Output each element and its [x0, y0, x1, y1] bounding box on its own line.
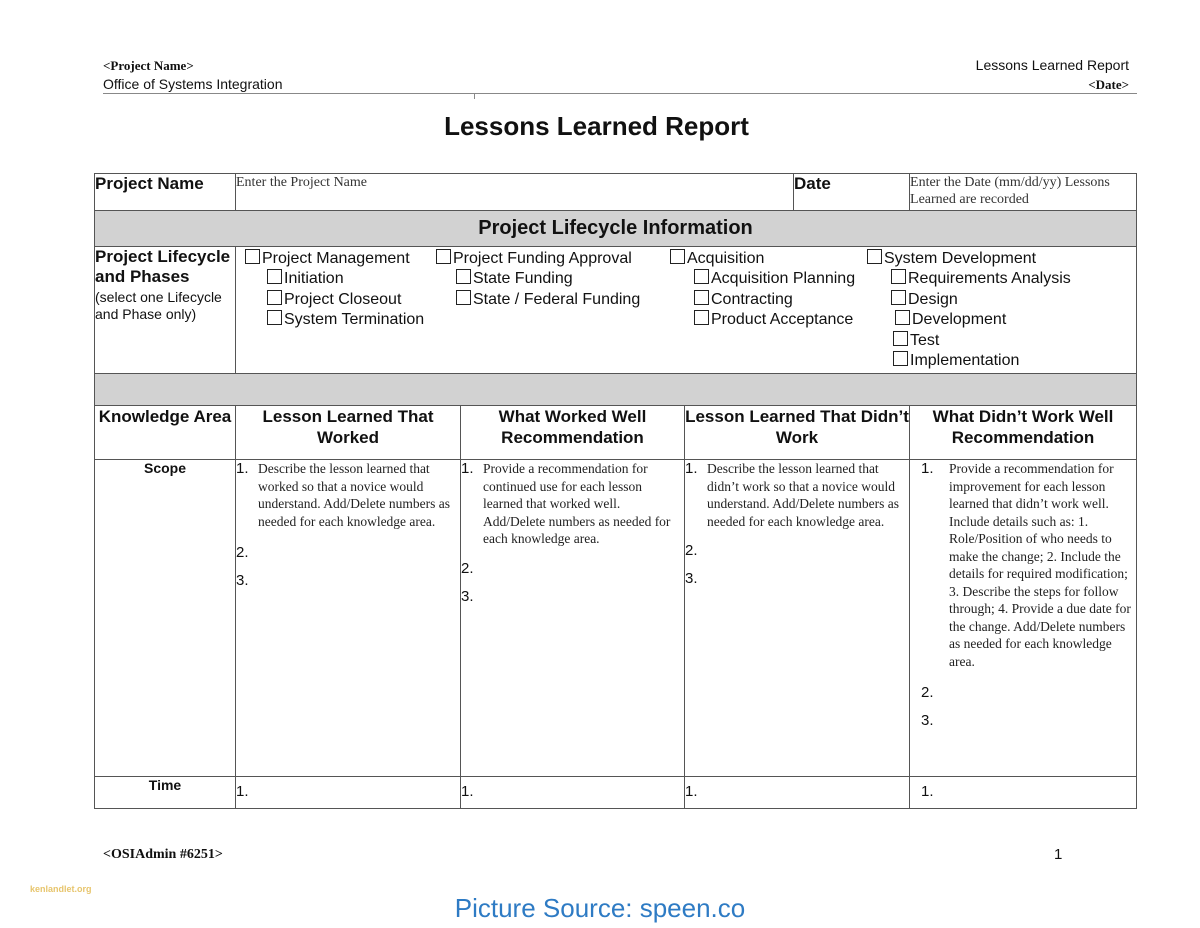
item-number: 2.	[236, 544, 249, 561]
item-text[interactable]: Describe the lesson learned that didn’t work so that a novice would understand. Add/Delete numbers as needed for each knowledge area.	[707, 461, 899, 529]
item-number: 2.	[461, 559, 474, 577]
checkbox-project-funding-approval[interactable]	[436, 249, 632, 269]
col-header-didnt-work-rec: What Didn’t Work Well Recommendation	[910, 406, 1137, 460]
checkbox-state-funding[interactable]	[456, 269, 573, 289]
checkbox-state-federal-funding[interactable]	[456, 290, 640, 310]
item-number: 1.	[236, 460, 249, 477]
header-report-label: Lessons Learned Report	[975, 57, 1129, 73]
checkbox-icon[interactable]	[267, 269, 282, 284]
checkbox-icon[interactable]	[694, 310, 709, 325]
item-text[interactable]: Provide a recommendation for improvement for each lesson learned that didn’t work well. Include details such as: 1. Role/Position of who needs to make the change; 2. Include the details for required modification; 3. Describe the steps for follow through; 4. Provide a due date for the change. Add/Delete numbers as needed for each knowledge area.	[949, 461, 1131, 669]
checkbox-label: Project Closeout	[284, 291, 402, 308]
col-header-worked-rec: What Worked Well Recommendation	[461, 406, 685, 460]
item-number: 3.	[461, 587, 474, 605]
cell-time-didnt-work-rec[interactable]	[910, 777, 1137, 809]
footer-page-number: 1	[1054, 846, 1063, 863]
checkbox-implementation[interactable]	[893, 351, 1019, 371]
item-number: 1.	[461, 460, 474, 477]
checkbox-icon[interactable]	[245, 249, 260, 264]
cell-time-didnt-work[interactable]	[685, 777, 910, 809]
item-number: 3.	[921, 712, 934, 729]
lifecycle-label-title: Project Lifecycle and Phases	[95, 247, 231, 286]
checkbox-icon[interactable]	[456, 290, 471, 305]
project-name-label: Project Name	[95, 174, 236, 211]
item-number: 2.	[685, 542, 698, 559]
lifecycle-label-note: (select one Lifecycle and Phase only)	[95, 289, 222, 322]
col-header-didnt-work: Lesson Learned That Didn’t Work	[685, 406, 910, 460]
header-divider	[103, 93, 1137, 94]
lifecycle-options	[236, 247, 1137, 374]
cell-scope-didnt-work[interactable]	[685, 460, 910, 777]
checkbox-system-development[interactable]	[867, 249, 1036, 269]
col-header-knowledge-area: Knowledge Area	[95, 406, 236, 460]
checkbox-icon[interactable]	[893, 331, 908, 346]
checkbox-icon[interactable]	[670, 249, 685, 264]
checkbox-icon[interactable]	[436, 249, 451, 264]
checkbox-label: Acquisition	[687, 250, 765, 267]
checkbox-acquisition-planning[interactable]	[694, 269, 855, 289]
section-spacer	[95, 374, 1137, 406]
cell-time-worked-rec[interactable]	[461, 777, 685, 809]
item-number: 1.	[685, 783, 698, 800]
checkbox-project-management[interactable]	[245, 249, 410, 269]
row-label-time: Time	[95, 777, 236, 809]
checkbox-label: System Development	[884, 250, 1037, 267]
checkbox-initiation[interactable]	[267, 269, 344, 289]
lifecycle-label	[95, 247, 236, 374]
checkbox-label: Test	[910, 332, 940, 349]
item-number: 3.	[685, 570, 698, 587]
item-text[interactable]: Describe the lesson learned that worked so that a novice would understand. Add/Delete numbers as needed for each knowledge area.	[258, 461, 450, 529]
header-office: Office of Systems Integration	[103, 76, 283, 92]
checkbox-label: Project Management	[262, 250, 410, 267]
date-input[interactable]: Enter the Date (mm/dd/yy) Lessons Learned are recorded	[910, 174, 1137, 211]
header-divider-tick	[474, 93, 475, 99]
date-label: Date	[794, 174, 910, 211]
checkbox-product-acceptance[interactable]	[694, 310, 853, 330]
checkbox-icon[interactable]	[891, 269, 906, 284]
project-name-input[interactable]: Enter the Project Name	[236, 174, 794, 211]
item-number: 1.	[921, 783, 934, 800]
item-number: 1.	[685, 460, 698, 477]
watermark: kenlandlet.org	[30, 884, 92, 894]
checkbox-system-termination[interactable]	[267, 310, 424, 330]
checkbox-requirements-analysis[interactable]	[891, 269, 1071, 289]
checkbox-label: State Funding	[473, 270, 573, 287]
checkbox-icon[interactable]	[895, 310, 910, 325]
checkbox-design[interactable]	[891, 290, 958, 310]
checkbox-label: Contracting	[711, 291, 793, 308]
checkbox-label: Development	[912, 311, 1007, 328]
item-number: 3.	[236, 572, 249, 589]
item-number: 1.	[236, 783, 249, 800]
item-number: 1.	[921, 460, 934, 477]
cell-time-worked[interactable]	[236, 777, 461, 809]
checkbox-label: Implementation	[910, 352, 1020, 369]
cell-scope-didnt-work-rec[interactable]	[910, 460, 1137, 777]
cell-scope-worked[interactable]	[236, 460, 461, 777]
checkbox-test[interactable]	[893, 331, 939, 351]
checkbox-icon[interactable]	[456, 269, 471, 284]
checkbox-label: Project Funding Approval	[453, 250, 632, 267]
checkbox-label: Acquisition Planning	[711, 270, 856, 287]
col-header-worked: Lesson Learned That Worked	[236, 406, 461, 460]
checkbox-label: Design	[908, 291, 958, 308]
item-text[interactable]: Provide a recommendation for continued use for each lesson learned that worked well. Add/Delete numbers as needed for each knowledge area.	[483, 461, 671, 546]
checkbox-acquisition[interactable]	[670, 249, 764, 269]
checkbox-label: Requirements Analysis	[908, 270, 1071, 287]
checkbox-icon[interactable]	[267, 310, 282, 325]
lessons-table	[94, 173, 1137, 809]
picture-source-caption: Picture Source: speen.co	[454, 893, 746, 923]
checkbox-icon[interactable]	[891, 290, 906, 305]
checkbox-icon[interactable]	[694, 269, 709, 284]
header-project-name: <Project Name>	[103, 58, 194, 73]
item-number: 1.	[461, 783, 474, 800]
checkbox-label: State / Federal Funding	[473, 291, 641, 308]
checkbox-label: Initiation	[284, 270, 344, 287]
checkbox-icon[interactable]	[867, 249, 882, 264]
checkbox-contracting[interactable]	[694, 290, 793, 310]
checkbox-development[interactable]	[895, 310, 1006, 330]
checkbox-icon[interactable]	[893, 351, 908, 366]
cell-scope-worked-rec[interactable]	[461, 460, 685, 777]
checkbox-label: System Termination	[284, 311, 425, 328]
checkbox-icon[interactable]	[694, 290, 709, 305]
header-date: <Date>	[1088, 77, 1129, 92]
row-label-scope: Scope	[95, 460, 236, 777]
item-number: 2.	[921, 684, 934, 701]
checkbox-label: Product Acceptance	[711, 311, 854, 328]
checkbox-project-closeout[interactable]	[267, 290, 401, 310]
page-title: Lessons Learned Report	[444, 111, 749, 141]
footer-admin-id: <OSIAdmin #6251>	[103, 847, 223, 862]
lifecycle-section-header: Project Lifecycle Information	[95, 211, 1137, 247]
checkbox-icon[interactable]	[267, 290, 282, 305]
